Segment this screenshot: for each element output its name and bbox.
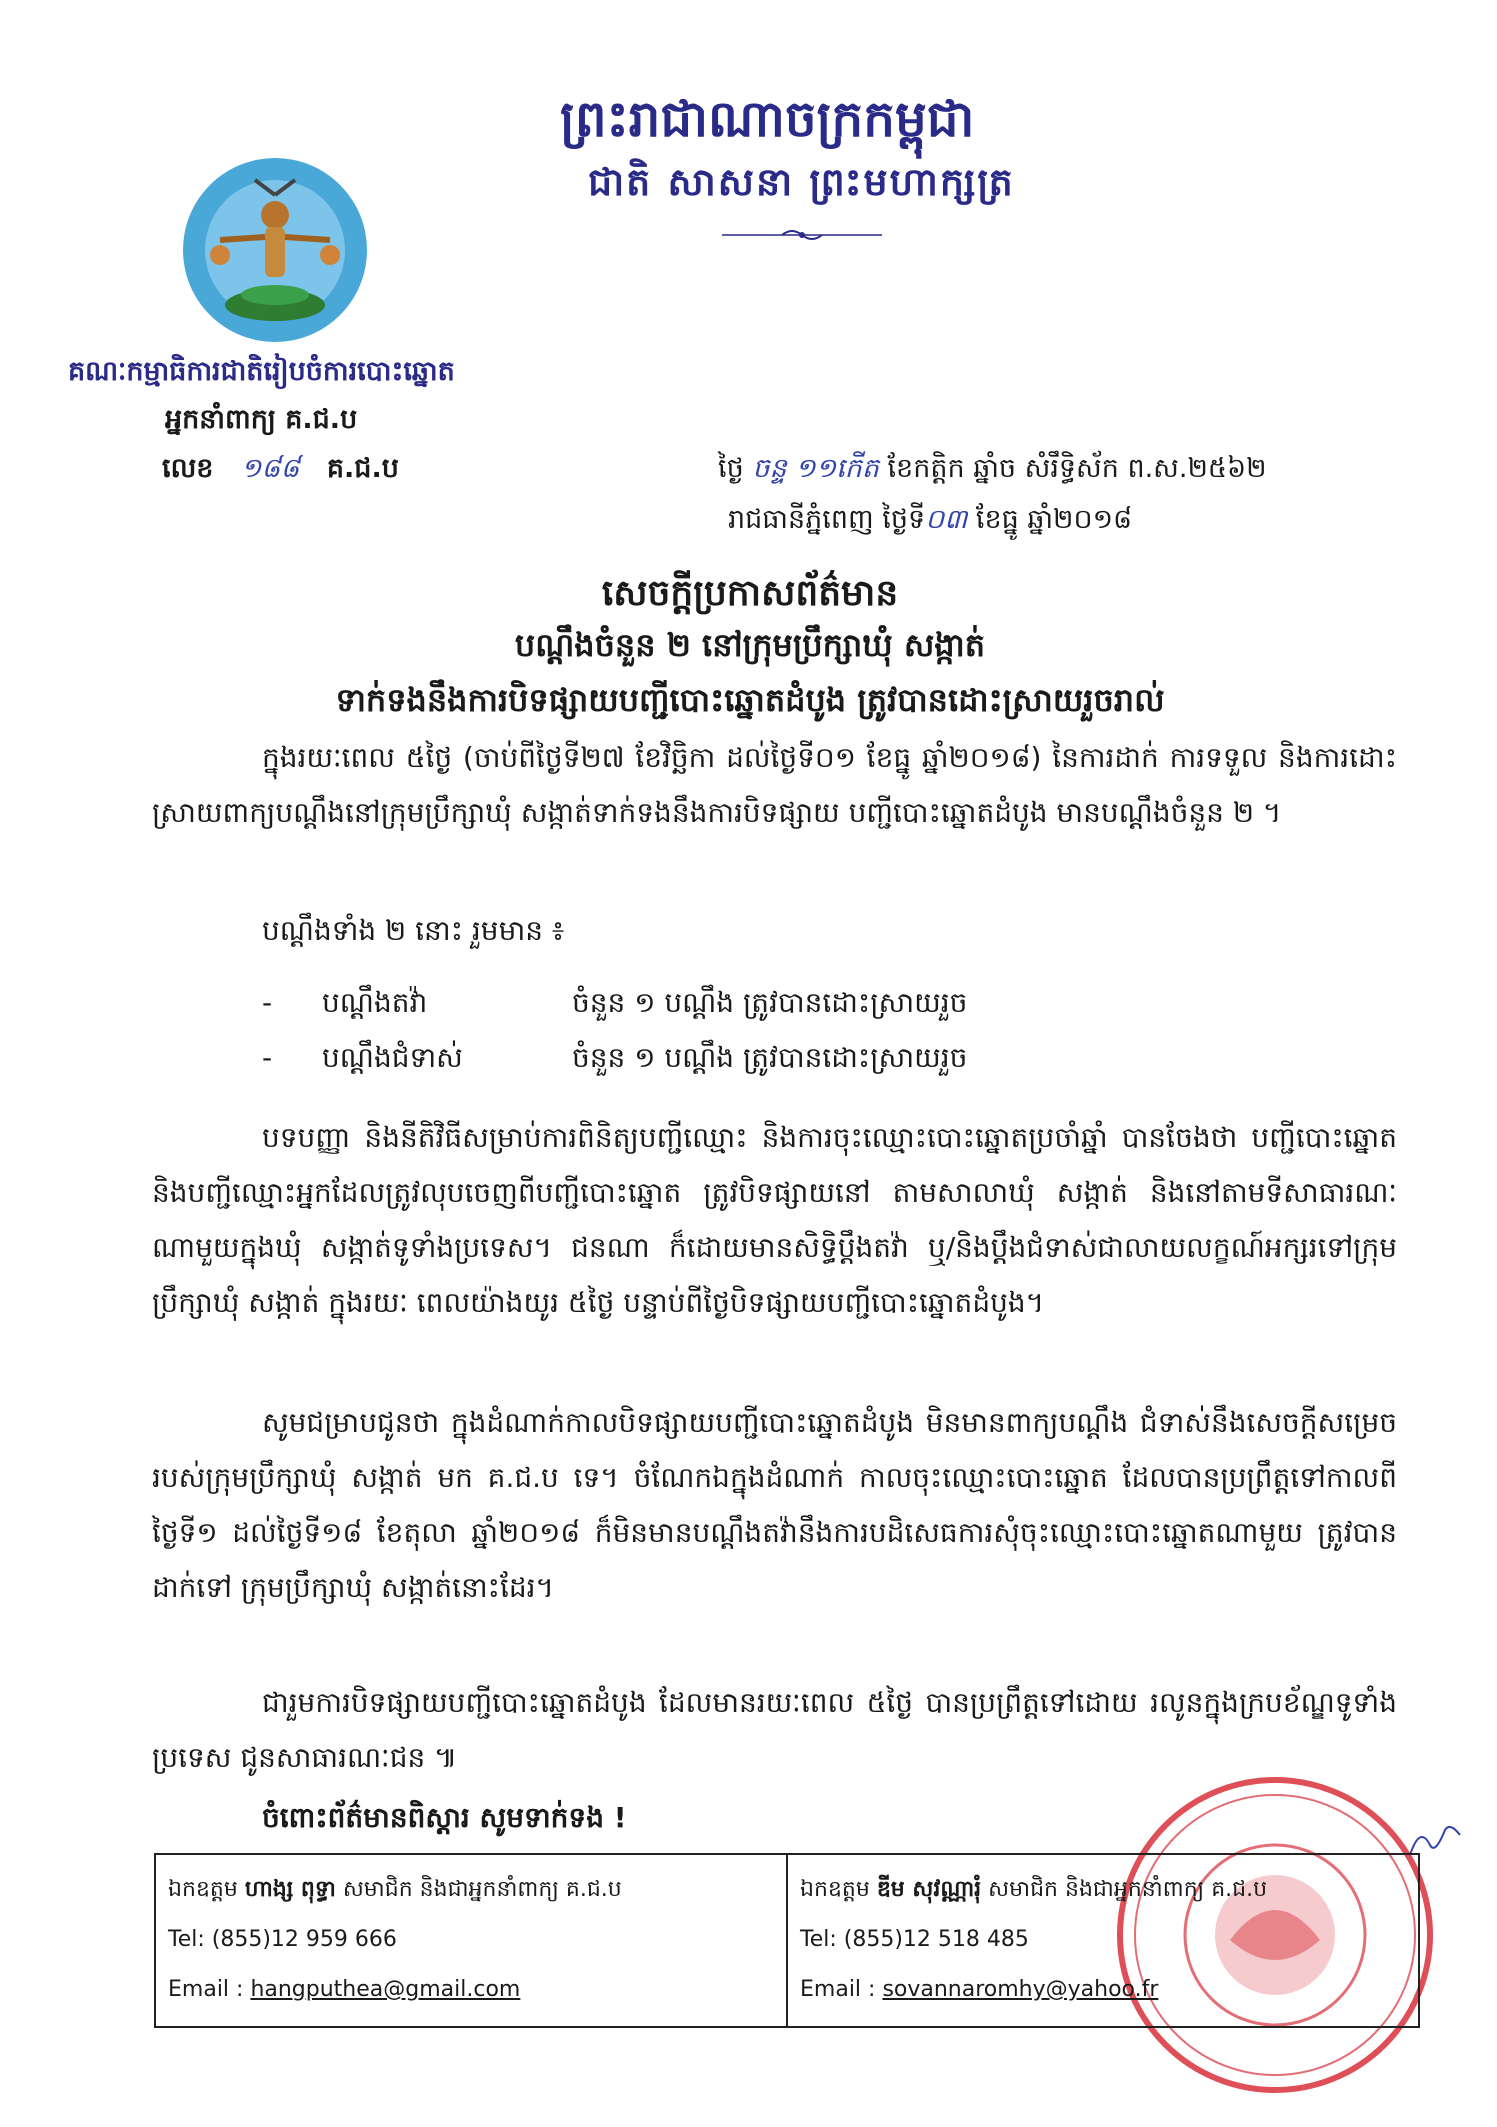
email-label: Email : xyxy=(800,1977,883,2002)
document-subtitle-2: ទាក់ទងនឹងការបិទផ្សាយបញ្ជីបោះឆ្នោតដំបូង ត្រូវបានដោះស្រាយរួចរាល់ xyxy=(335,681,1165,719)
contact-role: សមាជិក និងជាអ្នកនាំពាក្យ គ.ជ.ប xyxy=(342,1877,622,1902)
committee-name: គណៈកម្មាធិការជាតិរៀបចំការបោះឆ្នោត xyxy=(68,356,455,387)
contact-card xyxy=(786,1855,1418,2026)
paragraph-summary xyxy=(152,1675,1397,1785)
contact-email-line xyxy=(800,1965,1406,2015)
contact-email-link[interactable]: sovannaromhy@yahoo.fr xyxy=(882,1977,1159,2002)
solar-date-prefix: រាជធានីភ្នំពេញ ថ្ងៃទី xyxy=(728,504,926,535)
contact-card xyxy=(156,1855,786,2026)
contact-phone: Tel: (855)12 518 485 xyxy=(800,1927,1029,1952)
nec-emblem-logo xyxy=(180,155,370,345)
lunar-date-prefix: ថ្ងៃ xyxy=(718,453,744,484)
contact-name-line xyxy=(800,1865,1406,1915)
paragraph-contact-intro: ចំពោះព័ត៌មានពិស្តារ សូមទាក់ទង ! xyxy=(262,1801,627,1834)
contacts-table xyxy=(154,1853,1420,2028)
lunar-date-handwritten: ចន្ទ ១១កេីត xyxy=(752,453,879,484)
contact-honorific: ឯកឧត្តម xyxy=(168,1877,238,1902)
reference-suffix: គ.ជ.ប xyxy=(326,453,399,484)
paragraph-notice xyxy=(152,1395,1397,1615)
complaint-kind: បណ្តឹងតវ៉ា xyxy=(322,986,428,1019)
contact-name-line xyxy=(168,1865,774,1915)
solar-date-rest: ខែធ្នូ ឆ្នាំ២០១៨ xyxy=(975,504,1133,535)
reference-label: លេខ xyxy=(162,453,214,484)
solar-date-day: ០៣ xyxy=(925,504,968,535)
complaint-item xyxy=(262,985,967,1026)
lunar-date xyxy=(718,452,1267,491)
reference-number xyxy=(162,452,399,491)
paragraph-procedure-text: បទបញ្ញា និងនីតិវិធីសម្រាប់ការពិនិត្យបញ្ជីឈ្មោះ និងការចុះឈ្មោះបោះឆ្នោតប្រចាំឆ្នាំ បានចែងថា បញ្ជីបោះឆ្នោត និងបញ្ជីឈ្មោះអ្នកដែលត្រូវលុបចេញពីបញ្ជីបោះឆ្នោត ត្រូវបិទផ្សាយនៅ តាមសាលាឃុំ សង្កាត់ និងនៅតាមទីសាធារណៈណាមួយក្នុងឃុំ សង្កាត់ទូទាំងប្រទេស។ ជនណា ក៏ដោយមានសិទ្ធិប្តឹងតវ៉ា ឬ/និងប្តឹងជំទាស់ជាលាយលក្ខណ៍អក្សរទៅក្រុមប្រឹក្សាឃុំ សង្កាត់ ក្នុងរយៈ ពេលយ៉ាងយូរ ៥ថ្ងៃ បន្ទាប់ពីថ្ងៃបិទផ្សាយបញ្ជីបោះឆ្នោតដំបូង។ xyxy=(152,1121,1397,1319)
solar-date xyxy=(728,503,1132,542)
paragraph-notice-text: សូមជម្រាបជូនថា ក្នុងដំណាក់កាលបិទផ្សាយបញ្ជីបោះឆ្នោតដំបូង មិនមានពាក្យបណ្តឹង ជំទាស់នឹងសេចក្តីសម្រេចរបស់ក្រុមប្រឹក្សាឃុំ សង្កាត់ មក គ.ជ.ប ទេ។ ចំណែកឯក្នុងដំណាក់ កាលចុះឈ្មោះបោះឆ្នោត ដែលបានប្រព្រឹត្តទៅកាលពីថ្ងៃទី១ ដល់ថ្ងៃទី១៨ ខែតុលា ឆ្នាំ២០១៨ ក៏មិនមានបណ្តឹងតវ៉ានឹងការបដិសេធការសុំចុះឈ្មោះបោះឆ្នោតណាមួយ ត្រូវបានដាក់ទៅ ក្រុមប្រឹក្សាឃុំ សង្កាត់នោះដែរ។ xyxy=(152,1406,1397,1604)
paragraph-list-intro: បណ្តឹងទាំង ២ នោះ រួមមាន ៖ xyxy=(262,914,565,947)
complaint-detail: ចំនួន ១ បណ្តឹង ត្រូវបានដោះស្រាយរួច xyxy=(572,986,968,1019)
contact-name: ឌីម សុវណ្ណារុំ xyxy=(876,1877,982,1902)
paragraph-intro xyxy=(152,730,1397,840)
list-dash: - xyxy=(262,1041,273,1074)
complaint-item xyxy=(262,1040,967,1081)
reference-handwritten-number: ១៨៨ xyxy=(240,453,300,484)
lunar-date-rest: ខែកត្តិក ឆ្នាំច សំរឹទ្ធិស័ក ព.ស.២៥៦២ xyxy=(887,453,1267,484)
contact-email-link[interactable]: hangputhea@gmail.com xyxy=(250,1977,521,2002)
paragraph-intro-text: ក្នុងរយៈពេល ៥ថ្ងៃ (ចាប់ពីថ្ងៃទី២៧ ខែវិច្ឆិកា ដល់ថ្ងៃទី០១ ខែធ្នូ ឆ្នាំ២០១៨) នៃការដាក់ ការទទួល និងការដោះស្រាយពាក្យបណ្តឹងនៅក្រុមប្រឹក្សាឃុំ សង្កាត់ទាក់ទងនឹងការបិទផ្សាយ បញ្ជីបោះឆ្នោតដំបូង មានបណ្តឹងចំនួន ២ ។ xyxy=(152,741,1397,829)
complaint-kind: បណ្តឹងជំទាស់ xyxy=(322,1041,463,1074)
document-title: សេចក្តីប្រកាសព័ត៌មាន xyxy=(601,573,899,614)
paragraph-summary-text: ជារួមការបិទផ្សាយបញ្ជីបោះឆ្នោតដំបូង ដែលមានរយៈពេល ៥ថ្ងៃ បានប្រព្រឹត្តទៅដោយ រលូនក្នុងក្របខ័ណ្ឌទូទាំងប្រទេស ជូនសាធារណៈជន ៕ xyxy=(152,1686,1397,1774)
email-label: Email : xyxy=(168,1977,251,2002)
list-dash: - xyxy=(262,986,273,1019)
national-motto: ជាតិ សាសនា ព្រះមហាក្សត្រ xyxy=(588,160,1015,204)
document-subtitle-1: បណ្តឹងចំនួន ២ នៅក្រុមប្រឹក្សាឃុំ សង្កាត់ xyxy=(514,626,986,664)
contact-name: ហាង្ស ពុទ្ធា xyxy=(244,1877,336,1902)
complaint-detail: ចំនួន ១ បណ្តឹង ត្រូវបានដោះស្រាយរួច xyxy=(572,1041,968,1074)
ornament-divider-icon xyxy=(722,225,882,245)
kingdom-heading: ព្រះរាជាណាចក្រកម្ពុជា xyxy=(560,90,975,148)
spokesperson-office: អ្នកនាំពាក្យ គ.ជ.ប xyxy=(165,404,358,435)
contact-phone: Tel: (855)12 959 666 xyxy=(168,1927,397,1952)
contact-role: សមាជិក និងជាអ្នកនាំពាក្យ គ.ជ.ប xyxy=(988,1877,1268,1902)
contact-honorific: ឯកឧត្តម xyxy=(800,1877,870,1902)
paragraph-procedure xyxy=(152,1110,1397,1330)
contact-email-line xyxy=(168,1965,774,2015)
